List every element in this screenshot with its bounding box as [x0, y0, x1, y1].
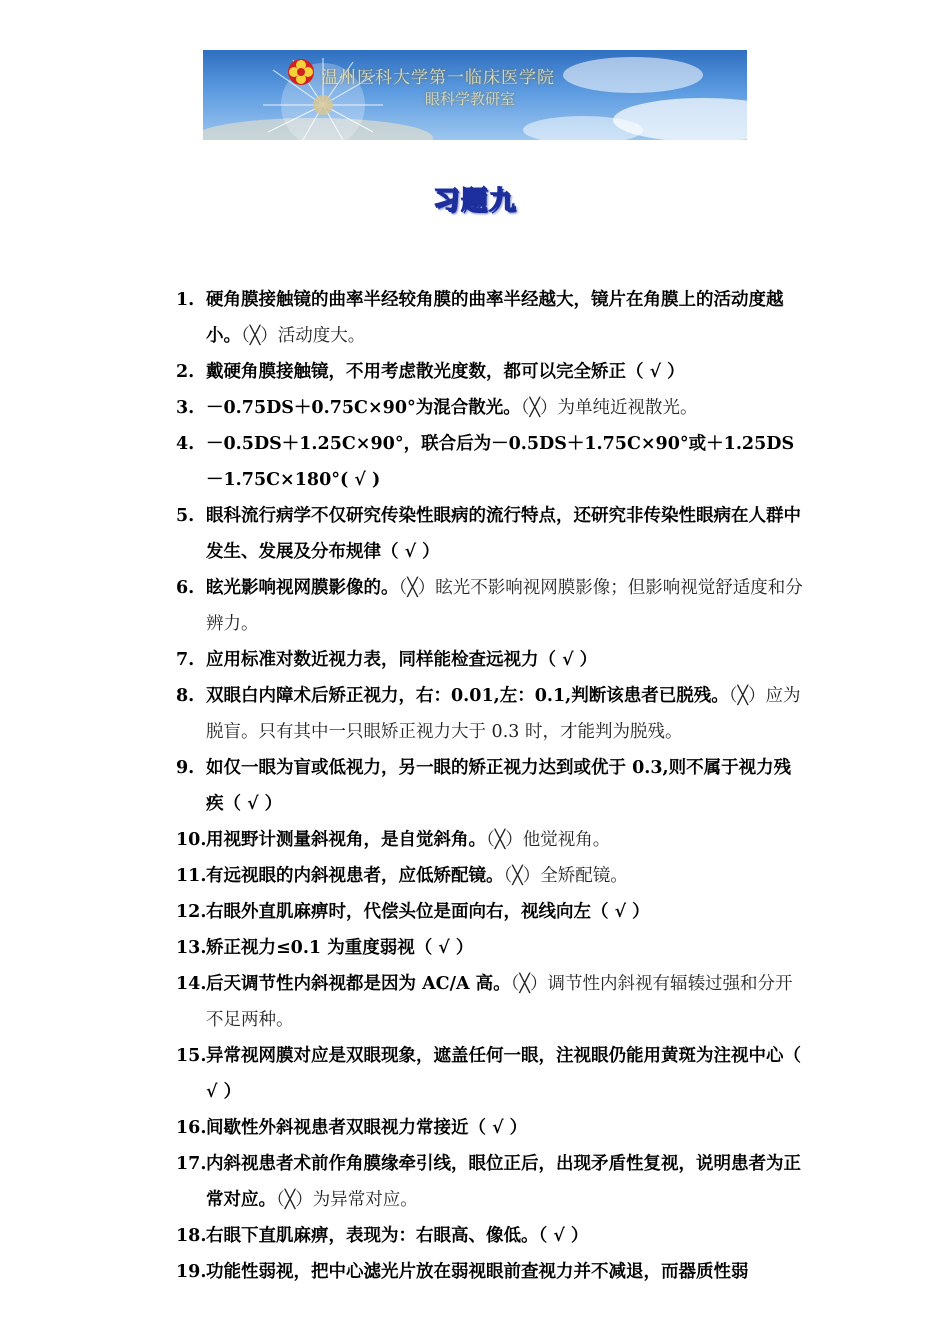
- question-item: [176, 822, 808, 858]
- question-text: 内斜视患者术前作角膜缘牵引线，眼位正后，出现矛盾性复视，说明患者为正常对应。: [206, 1154, 801, 1210]
- header-banner: [203, 50, 747, 140]
- page-title: 习题九: [432, 186, 517, 216]
- question-number: 9.: [176, 758, 195, 778]
- banner-institution-name: 温州医科大学第一临床医学院: [321, 68, 555, 88]
- question-number: 18.: [176, 1226, 207, 1246]
- question-number: 15.: [176, 1046, 207, 1066]
- question-item: [176, 570, 808, 642]
- answer-explanation: （╳）眩光不影响视网膜影像；但影响视觉舒适度和分辨力。: [206, 578, 803, 634]
- answer-explanation: （╳）应为脱盲。只有其中一只眼矫正视力大于 0.3 时，才能判为脱残。: [206, 686, 801, 742]
- question-number: 7.: [176, 650, 195, 670]
- question-item: [176, 498, 808, 570]
- question-text: 眼科流行病学不仅研究传染性眼病的流行特点，还研究非传染性眼病在人群中发生、发展及分布规律（ √ ）: [206, 506, 801, 562]
- question-item: [176, 1110, 808, 1146]
- question-number: 6.: [176, 578, 195, 598]
- question-text: 异常视网膜对应是双眼现象，遮盖任何一眼，注视眼仍能用黄斑为注视中心（ √ ）: [206, 1046, 801, 1102]
- question-text: 间歇性外斜视患者双眼视力常接近（ √ ）: [206, 1118, 528, 1138]
- question-item: [176, 426, 808, 498]
- question-text: 右眼外直肌麻痹时，代偿头位是面向右，视线向左（ √ ）: [206, 902, 650, 922]
- question-number: 14.: [176, 974, 207, 994]
- question-item: [176, 678, 808, 750]
- banner-department-name: 眼科学教研室: [425, 90, 516, 108]
- question-text: －0.75DS＋0.75C×90°为混合散光。: [206, 398, 521, 418]
- question-item: [176, 966, 808, 1038]
- question-list: [176, 282, 808, 1290]
- answer-explanation: （╳）全矫配镜。: [503, 866, 628, 886]
- question-text: 功能性弱视，把中心滤光片放在弱视眼前查视力并不减退，而器质性弱: [206, 1262, 749, 1282]
- question-item: [176, 282, 808, 354]
- question-text: 右眼下直肌麻痹，表现为：右眼高、像低。（ √ ）: [206, 1226, 589, 1246]
- question-number: 19.: [176, 1262, 207, 1282]
- question-number: 2.: [176, 362, 195, 382]
- question-item: [176, 390, 808, 426]
- question-item: [176, 858, 808, 894]
- question-text: －0.5DS＋1.25C×90°，联合后为－0.5DS＋1.75C×90°或＋1.25DS－1.75C×180°( √ ): [206, 434, 795, 490]
- question-text: 应用标准对数近视力表，同样能检查远视力（ √ ）: [206, 650, 598, 670]
- question-text: 硬角膜接触镜的曲率半经较角膜的曲率半经越大，镜片在角膜上的活动度越小。: [206, 290, 784, 346]
- question-number: 3.: [176, 398, 195, 418]
- question-item: [176, 1146, 808, 1218]
- question-item: [176, 894, 808, 930]
- question-item: [176, 1038, 808, 1110]
- question-item: [176, 354, 808, 390]
- question-number: 10.: [176, 830, 207, 850]
- question-text: 矫正视力≤0.1 为重度弱视（ √ ）: [206, 938, 474, 958]
- question-item: [176, 642, 808, 678]
- question-text: 有远视眼的内斜视患者，应低矫配镜。: [206, 866, 504, 886]
- question-text: 戴硬角膜接触镜，不用考虑散光度数，都可以完全矫正（ √ ）: [206, 362, 685, 382]
- answer-explanation: （╳）为单纯近视散光。: [520, 398, 698, 418]
- flower-emblem-icon: [288, 59, 314, 85]
- question-text: 眩光影响视网膜影像的。: [206, 578, 399, 598]
- question-item: [176, 1254, 808, 1290]
- question-text: 后天调节性内斜视都是因为 AC/A 高。: [206, 974, 511, 994]
- answer-explanation: （╳）活动度大。: [241, 326, 366, 346]
- question-item: [176, 1218, 808, 1254]
- question-number: 11.: [176, 866, 207, 886]
- question-text: 用视野计测量斜视角，是自觉斜角。: [206, 830, 486, 850]
- question-number: 1.: [176, 290, 195, 310]
- question-number: 8.: [176, 686, 195, 706]
- question-text: 双眼白内障术后矫正视力，右：0.01,左：0.1,判断该患者已脱残。: [206, 686, 729, 706]
- question-item: [176, 930, 808, 966]
- question-text: 如仅一眼为盲或低视力，另一眼的矫正视力达到或优于 0.3,则不属于视力残疾（ √ ）: [206, 758, 792, 814]
- answer-explanation: （╳）为异常对应。: [276, 1190, 418, 1210]
- question-number: 4.: [176, 434, 195, 454]
- question-number: 13.: [176, 938, 207, 958]
- answer-explanation: （╳）他觉视角。: [486, 830, 611, 850]
- question-number: 12.: [176, 902, 207, 922]
- answer-explanation: （╳）调节性内斜视有辐辏过强和分开不足两种。: [206, 974, 793, 1030]
- question-number: 17.: [176, 1154, 207, 1174]
- question-number: 5.: [176, 506, 195, 526]
- question-item: [176, 750, 808, 822]
- question-number: 16.: [176, 1118, 207, 1138]
